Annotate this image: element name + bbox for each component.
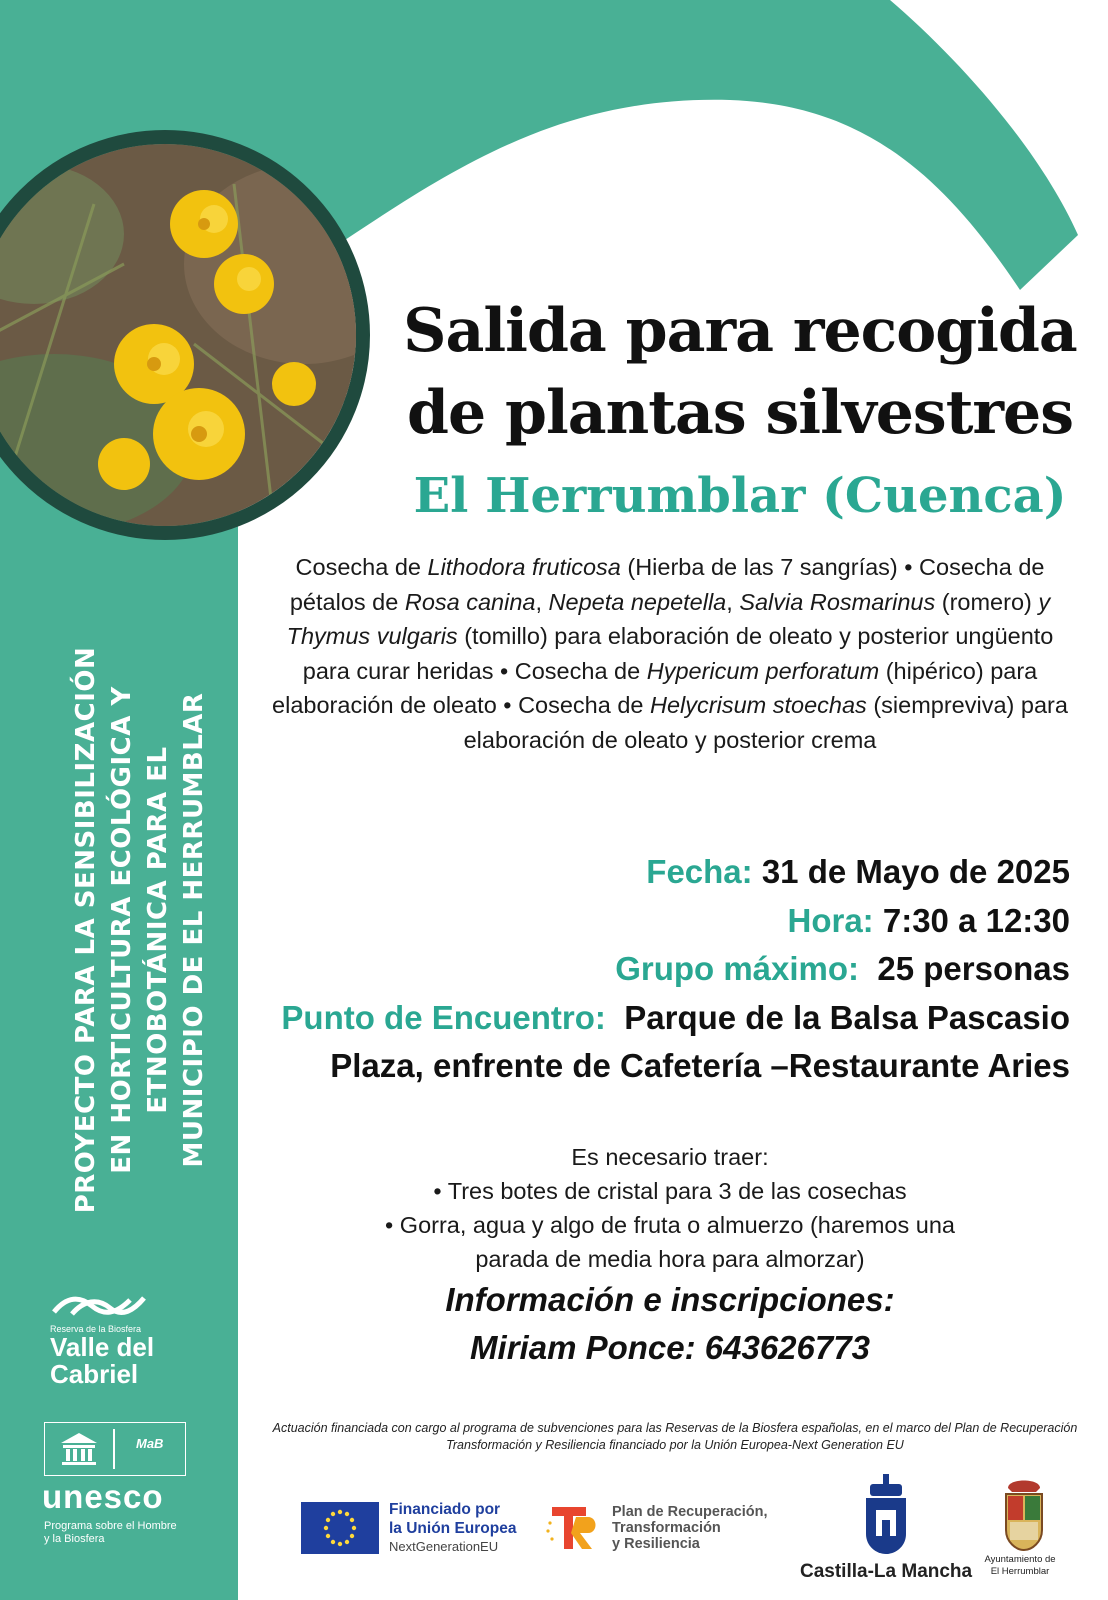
ayuntamiento-label — [980, 1554, 1060, 1578]
biosphere-name-line2: Cabriel — [50, 1359, 139, 1389]
biosphere-small-label: Reserva de la Biosfera — [50, 1324, 142, 1334]
eu-line3: NextGenerationEU — [389, 1539, 499, 1554]
castilla-la-mancha-coat-icon — [862, 1474, 910, 1556]
title-line1: Salida para recogida — [403, 296, 1077, 366]
prtr-line1: Plan de Recuperación, — [612, 1504, 768, 1520]
time-row — [210, 897, 1070, 946]
event-title — [380, 290, 1100, 454]
ayuntamiento-line1: Ayuntamiento de — [984, 1554, 1056, 1565]
date-label: Fecha: — [646, 853, 753, 890]
group-value: 25 personas — [877, 950, 1070, 987]
event-details — [210, 848, 1070, 1091]
bring-heading: Es necesario traer: — [571, 1144, 769, 1170]
vertical-title-line: MUNICIPIO DE EL HERRUMBLAR — [179, 692, 209, 1168]
date-row — [210, 848, 1070, 897]
funding-note: Actuación financiada con cargo al programa de subvenciones para las Reservas de la Biosfera españolas, en el marco del Plan de Recuperación Transformación y Resiliencia financiado por la Unión Europea-Next Generation EU — [272, 1421, 1078, 1452]
prtr-line2: Transformación — [612, 1520, 721, 1536]
vertical-title-line: EN HORTICULTURA ECOLÓGICA Y — [107, 686, 137, 1174]
things-to-bring — [270, 1140, 1070, 1276]
vertical-title-line: ETNOBOTÁNICA PARA EL — [143, 746, 173, 1114]
eu-line1: Financiado por — [389, 1501, 501, 1518]
unesco-subtitle — [44, 1520, 177, 1546]
bring-item: • Tres botes de cristal para 3 de las cosechas — [433, 1178, 907, 1204]
contact-heading: Información e inscripciones: — [445, 1281, 895, 1318]
eu-line2: la Unión Europea — [389, 1520, 517, 1537]
ayuntamiento-coat-icon — [1002, 1476, 1046, 1552]
prtr-logo-text — [612, 1504, 768, 1552]
prtr-logo-icon — [544, 1503, 604, 1553]
group-row — [210, 945, 1070, 994]
unesco-wordmark: unesco — [42, 1478, 164, 1515]
event-location-subtitle: El Herrumblar (Cuenca) — [413, 468, 1067, 524]
meeting-point-label: Punto de Encuentro: — [281, 998, 606, 1036]
contact-phone: Miriam Ponce: 643626773 — [470, 1329, 870, 1366]
castilla-la-mancha-label: Castilla-La Mancha — [800, 1561, 973, 1582]
title-line2: de plantas silvestres — [407, 378, 1073, 448]
unesco-subtitle-line2: y la Biosfera — [44, 1533, 105, 1545]
group-label: Grupo máximo: — [615, 950, 860, 987]
biosphere-wave-icon — [52, 1290, 147, 1320]
eu-flag-icon — [301, 1502, 379, 1554]
date-value: 31 de Mayo de 2025 — [761, 853, 1070, 890]
time-label: Hora: — [787, 901, 874, 939]
meeting-point-value: Parque de la Balsa Pascasio — [624, 998, 1070, 1036]
mab-logo: MaB — [136, 1436, 164, 1451]
meeting-point-value-line2: Plaza, enfrente de Cafetería –Restaurante Aries — [330, 1047, 1070, 1084]
vertical-title-line: PROYECTO PARA LA SENSIBILIZACIÓN — [71, 646, 101, 1214]
ayuntamiento-line2: El Herrumblar — [990, 1566, 1050, 1577]
meeting-point-row — [210, 994, 1070, 1043]
unesco-emblem-box — [44, 1422, 186, 1476]
biosphere-name-line1: Valle del — [50, 1332, 155, 1362]
time-value: 7:30 a 12:30 — [882, 901, 1070, 939]
unesco-temple-icon — [59, 1431, 99, 1467]
biosphere-logo — [50, 1324, 154, 1388]
contact-info — [270, 1276, 1070, 1372]
project-vertical-title — [68, 620, 212, 1240]
bring-item: • Gorra, agua y algo de fruta o almuerzo (haremos una parada de media hora para almorzar) — [385, 1212, 955, 1272]
unesco-subtitle-line1: Programa sobre el Hombre — [44, 1520, 177, 1532]
eu-funding-logo-text — [389, 1500, 516, 1556]
activity-description: Cosecha de Lithodora fruticosa (Hierba de las 7 sangrías) • Cosecha de pétalos de Rosa canina, Nepeta nepetella, Salvia Rosmarinus (romero) y Thymus vulgaris (tomillo) para elaboración de oleato y posterior ungüento para curar heridas • Cosecha de Hypericum perforatum (hipérico) para elaboración de oleato • Cosecha de Helycrisum stoechas (siempreviva) para elaboración de oleato y posterior crema — [272, 554, 1068, 753]
prtr-line3: y Resiliencia — [612, 1536, 700, 1552]
